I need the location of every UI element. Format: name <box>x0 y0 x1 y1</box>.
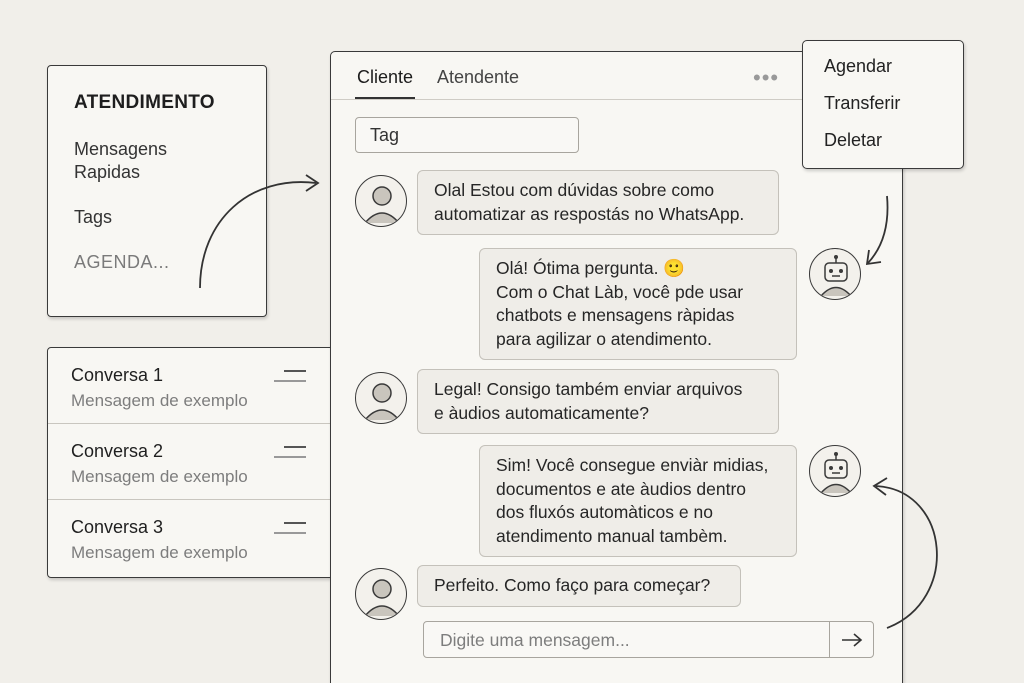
menu-lines-icon[interactable] <box>274 522 306 536</box>
conversation-list <box>47 347 331 578</box>
sidebar-title: ATENDIMENTO <box>74 92 215 113</box>
conversation-item[interactable] <box>48 500 330 576</box>
sidebar-item-quick-messages[interactable] <box>74 138 194 184</box>
conversation-name: Conversa 1 <box>71 365 164 385</box>
dropdown-item-deletar[interactable]: Deletar <box>824 130 883 150</box>
message-bubble-bot <box>479 248 797 360</box>
message-bubble-client <box>417 565 741 607</box>
conversation-name: Conversa 2 <box>71 441 164 461</box>
message-composer <box>423 621 874 658</box>
user-avatar-icon <box>355 372 407 424</box>
user-avatar-icon <box>355 568 407 620</box>
send-arrow-icon <box>841 633 863 647</box>
sidebar-item-label: Mensagens <box>74 139 168 159</box>
message-bubble-client <box>417 170 779 235</box>
sidebar-item-tags[interactable] <box>74 206 194 229</box>
sidebar-item-label: Rapidas <box>74 162 141 182</box>
dropdown-item-transferir[interactable]: Transferir <box>824 93 901 113</box>
dropdown-item-agendar[interactable]: Agendar <box>824 56 893 76</box>
message-line: atendimento manual tambèm. <box>496 525 728 546</box>
message-line: Perfeito. Como faço para começar? <box>434 575 711 595</box>
message-line: dos fluxós automàticos e no <box>496 502 713 522</box>
message-line: automatizar as respostás no WhatsApp. <box>434 203 745 224</box>
message-line: Olá! Ótima pergunta. 🙂 <box>496 258 686 278</box>
conversation-preview: Mensagem de exemplo <box>71 467 248 486</box>
message-bubble-bot <box>479 445 797 557</box>
message-line: documentos e ate àudios dentro <box>496 478 747 499</box>
message-line: chatbots e mensagens ràpidas <box>496 305 735 325</box>
message-line: Com o Chat Làb, você pde usar <box>496 281 744 302</box>
message-line: Legal! Consigo também enviar arquivos <box>434 379 743 399</box>
message-line: Sim! Você consegue enviàr midias, <box>496 455 769 475</box>
sidebar-item-label: Tags <box>74 207 113 227</box>
message-bubble-client <box>417 369 779 434</box>
message-line: e àudios automaticamente? <box>434 402 649 423</box>
message-input[interactable]: Digite uma mensagem... <box>440 630 630 650</box>
message-line: para agilizar o atendimento. <box>496 328 712 349</box>
options-dropdown <box>802 40 964 169</box>
menu-lines-icon[interactable] <box>274 446 306 460</box>
user-avatar-icon <box>355 175 407 227</box>
sidebar-item-label: AGENDA... <box>74 252 170 272</box>
conversation-preview: Mensagem de exemplo <box>71 391 248 410</box>
sidebar-item-agenda[interactable] <box>74 251 194 274</box>
tag-field[interactable]: Tag <box>355 117 579 153</box>
conversation-preview: Mensagem de exemplo <box>71 543 248 562</box>
send-button[interactable] <box>829 622 873 657</box>
robot-avatar-icon <box>809 445 861 497</box>
conversation-item[interactable] <box>48 348 330 424</box>
tab-cliente[interactable]: Cliente <box>357 67 414 87</box>
more-dots-icon[interactable]: ••• <box>753 65 780 90</box>
conversation-item[interactable] <box>48 424 330 500</box>
tab-atendente[interactable]: Atendente <box>437 67 520 87</box>
conversation-name: Conversa 3 <box>71 517 164 537</box>
sidebar-menu <box>47 65 267 317</box>
robot-avatar-icon <box>809 248 861 300</box>
menu-lines-icon[interactable] <box>274 370 306 384</box>
message-line: Olal Estou com dúvidas sobre como <box>434 180 715 200</box>
